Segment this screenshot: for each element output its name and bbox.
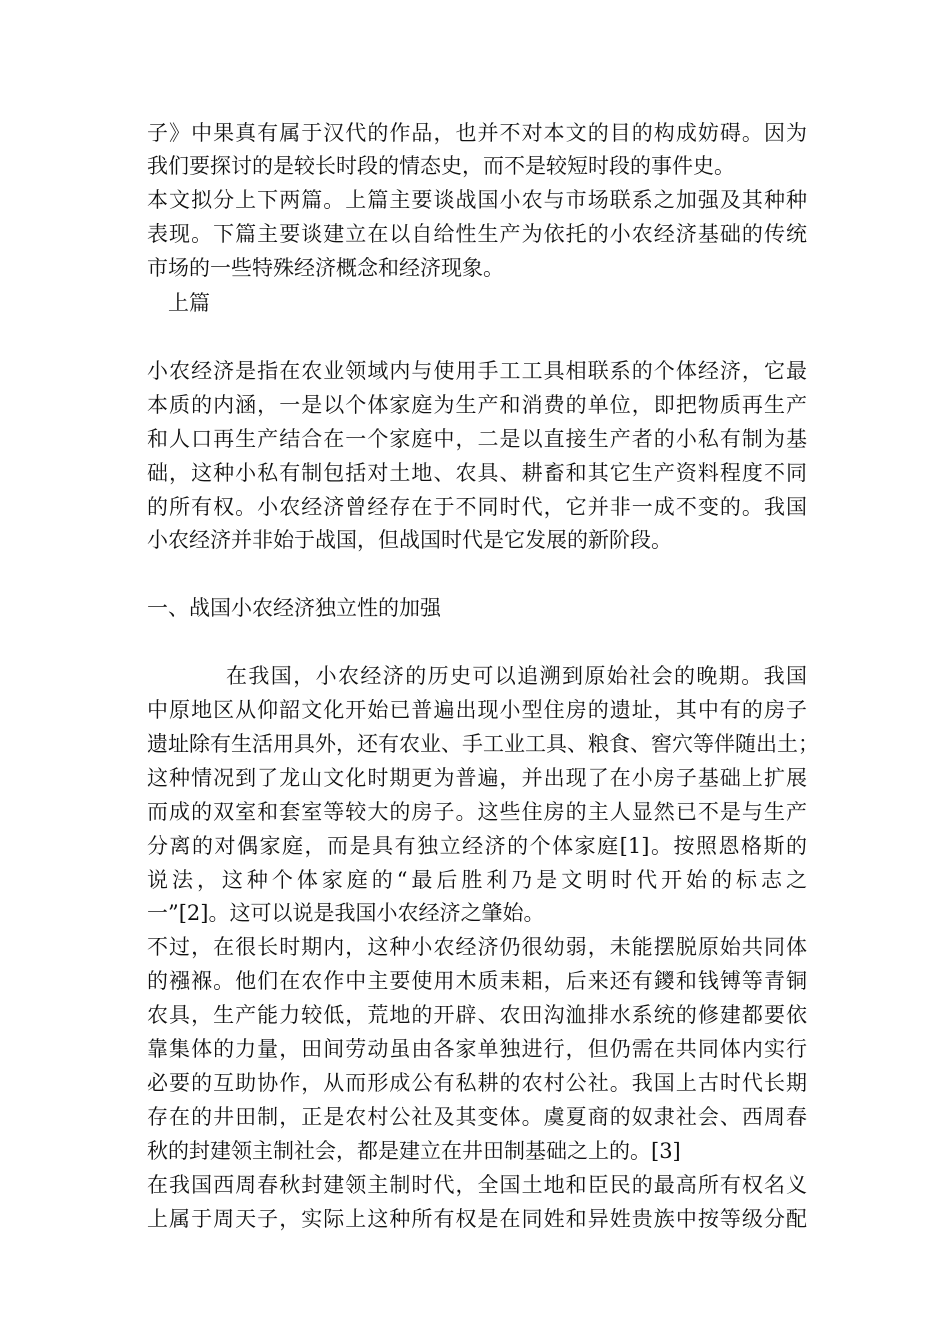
- text-line: 本文拟分上下两篇。上篇主要谈战国小农与市场联系之加强及其种种: [147, 188, 807, 212]
- text-line: 必要的互助协作，从而形成公有私耕的农村公社。我国上古时代长期: [147, 1071, 807, 1095]
- subsection-heading: 一、战国小农经济独立性的加强: [147, 596, 441, 620]
- text-line: 表现。下篇主要谈建立在以自给性生产为依托的小农经济基础的传统: [147, 222, 807, 246]
- text-line: 农具，生产能力较低，荒地的开辟、农田沟洫排水系统的修建都要依: [147, 1003, 807, 1027]
- text-line: 的襁褓。他们在农作中主要使用木质耒耜，后来还有鑁和钱镈等青铜: [147, 969, 807, 993]
- text-line: 我们要探讨的是较长时段的情态史，而不是较短时段的事件史。: [147, 154, 735, 178]
- text-line: 分离的对偶家庭，而是具有独立经济的个体家庭[1]。按照恩格斯的: [147, 834, 807, 858]
- text-line: 小农经济并非始于战国，但战国时代是它发展的新阶段。: [147, 528, 672, 552]
- text-line: 中原地区从仰韶文化开始已普遍出现小型住房的遗址，其中有的房子: [147, 698, 807, 722]
- text-line: 的所有权。小农经济曾经存在于不同时代，它并非一成不变的。我国: [147, 495, 807, 519]
- text-line: 上属于周天子，实际上这种所有权是在同姓和异姓贵族中按等级分配: [147, 1207, 807, 1231]
- text-line: 市场的一些特殊经济概念和经济现象。: [147, 256, 504, 280]
- text-line: 小农经济是指在农业领域内与使用手工工具相联系的个体经济，它最: [147, 359, 807, 383]
- text-line: 本质的内涵，一是以个体家庭为生产和消费的单位，即把物质再生产: [147, 393, 807, 417]
- text-line: 这种情况到了龙山文化时期更为普遍，并出现了在小房子基础上扩展: [147, 766, 807, 790]
- text-line: 而成的双室和套室等较大的房子。这些住房的主人显然已不是与生产: [147, 800, 807, 824]
- text-line: 一”[2]。这可以说是我国小农经济之肇始。: [147, 901, 545, 925]
- section-heading: 上篇: [168, 291, 210, 315]
- text-line: 子》中果真有属于汉代的作品，也并不对本文的目的构成妨碍。因为: [147, 121, 807, 145]
- text-line: 秋的封建领主制社会，都是建立在井田制基础之上的。[3]: [147, 1139, 681, 1163]
- text-line: 和人口再生产结合在一个家庭中，二是以直接生产者的小私有制为基: [147, 427, 807, 451]
- text-line: 说法，这种个体家庭的“最后胜利乃是文明时代开始的标志之: [147, 868, 807, 892]
- text-line: 在我国，小农经济的历史可以追溯到原始社会的晚期。我国: [226, 664, 807, 688]
- text-line: 在我国西周春秋封建领主制时代，全国土地和臣民的最高所有权名义: [147, 1173, 807, 1197]
- text-line: 靠集体的力量，田间劳动虽由各家单独进行，但仍需在共同体内实行: [147, 1037, 807, 1061]
- text-line: 不过，在很长时期内，这种小农经济仍很幼弱，未能摆脱原始共同体: [147, 935, 807, 959]
- text-line: 础，这种小私有制包括对土地、农具、耕畜和其它生产资料程度不同: [147, 461, 807, 485]
- text-line: 遗址除有生活用具外，还有农业、手工业工具、粮食、窖穴等伴随出土；: [147, 732, 819, 756]
- text-line: 存在的井田制，正是农村公社及其变体。虞夏商的奴隶社会、西周春: [147, 1105, 807, 1129]
